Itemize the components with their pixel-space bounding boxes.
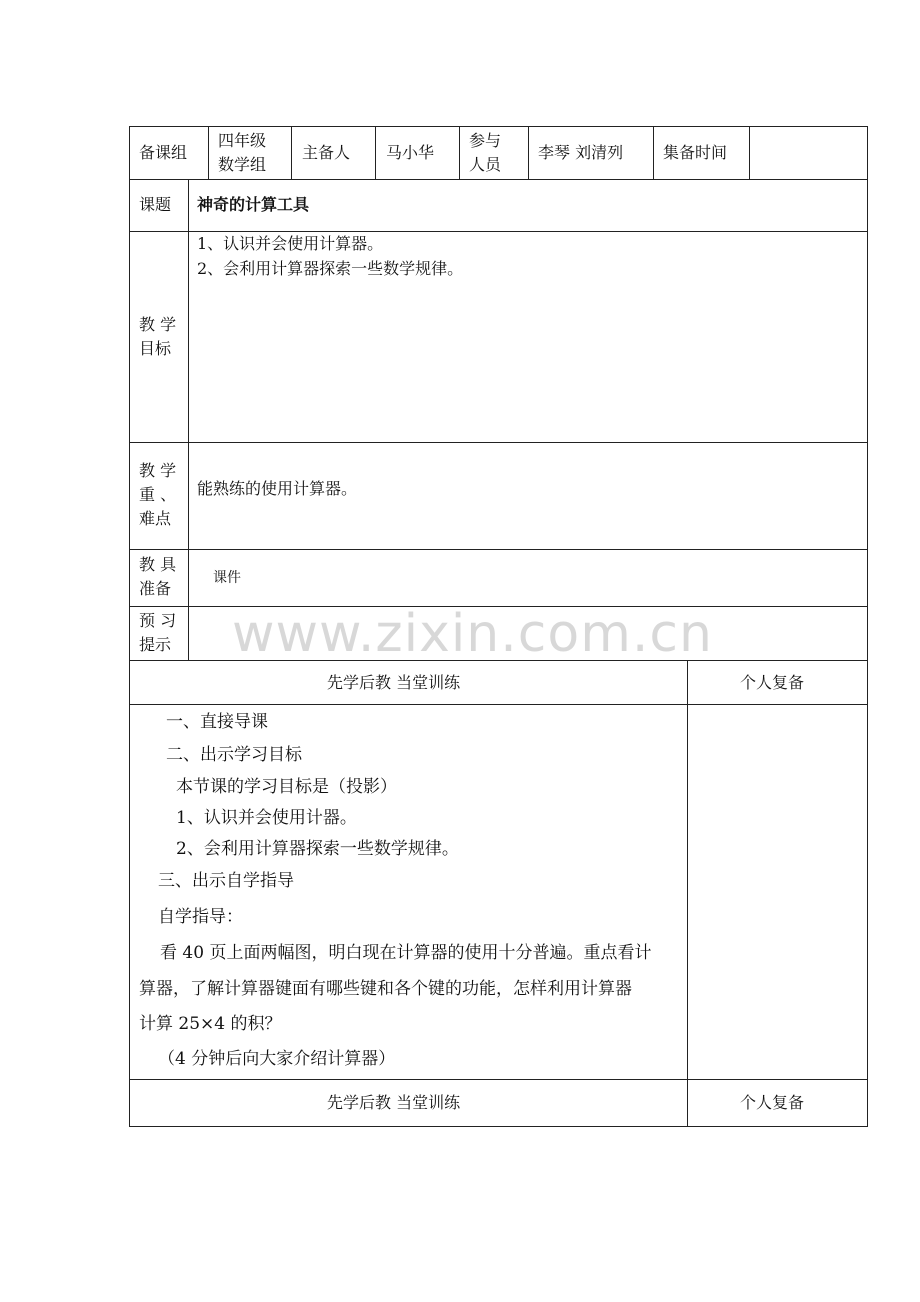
content-line-6: 三、出示自学指导 — [158, 871, 294, 891]
content-line-1: 一、直接导课 — [166, 712, 268, 732]
keypoints-label-line1: 教 学 — [139, 461, 177, 480]
content-line-2: 二、出示学习目标 — [166, 745, 302, 765]
preview-label-line1: 预 习 — [139, 611, 177, 630]
keypoints-value: 能熟练的使用计算器。 — [197, 479, 358, 498]
content-line-3: 本节课的学习目标是（投影） — [176, 777, 397, 797]
content-side-cell — [687, 704, 868, 1080]
content-line-10: 计算 25×4 的积？ — [139, 1014, 282, 1034]
header-participants-value: 李琴 刘清列 — [538, 143, 624, 162]
goals-label-cell — [129, 231, 189, 443]
header-group-value-line2: 数学组 — [218, 155, 267, 174]
tools-label-line1: 教 具 — [139, 555, 177, 574]
tools-value: 课件 — [213, 570, 241, 586]
section2-title: 先学后教 当堂训练 — [327, 1093, 461, 1112]
topic-value: 神奇的计算工具 — [197, 195, 310, 214]
header-participants-label-line1: 参与 — [469, 131, 502, 150]
section-side: 个人复备 — [740, 673, 805, 692]
section-title: 先学后教 当堂训练 — [327, 673, 461, 692]
section2-side: 个人复备 — [740, 1093, 805, 1112]
goals-label-line2: 目标 — [139, 339, 172, 358]
header-time-label: 集备时间 — [663, 143, 728, 162]
keypoints-label-line2: 重 、 — [139, 485, 177, 504]
keypoints-label-line3: 难点 — [139, 509, 172, 528]
preview-label-line2: 提示 — [139, 635, 172, 654]
content-line-4: 1、认识并会使用计器。 — [176, 808, 357, 828]
header-time-value-cell — [749, 126, 868, 180]
header-group-value-line1: 四年级 — [218, 131, 267, 150]
content-line-11: （4 分钟后向大家介绍计算器） — [158, 1049, 396, 1069]
content-line-8: 看 40 页上面两幅图，明白现在计算器的使用十分普遍。重点看计 — [160, 943, 652, 963]
content-line-7: 自学指导： — [158, 907, 243, 927]
header-group-label: 备课组 — [139, 143, 188, 162]
goals-label-line1: 教 学 — [139, 315, 177, 334]
tools-label-line2: 准备 — [139, 579, 172, 598]
goals-item-2: 2、会利用计算器探索一些数学规律。 — [197, 259, 464, 278]
content-line-9: 算器，了解计算器键面有哪些键和各个键的功能，怎样利用计算器 — [139, 979, 632, 999]
content-line-5: 2、会利用计算器探索一些数学规律。 — [176, 839, 459, 859]
header-preparer-value: 马小华 — [386, 143, 435, 162]
tools-value-cell — [188, 549, 868, 607]
watermark-text: www.zixin.com.cn — [232, 604, 713, 664]
header-preparer-label: 主备人 — [302, 143, 351, 162]
goals-item-1: 1、认识并会使用计算器。 — [197, 234, 384, 253]
header-participants-label-line2: 人员 — [469, 155, 502, 174]
topic-label: 课题 — [139, 195, 172, 214]
